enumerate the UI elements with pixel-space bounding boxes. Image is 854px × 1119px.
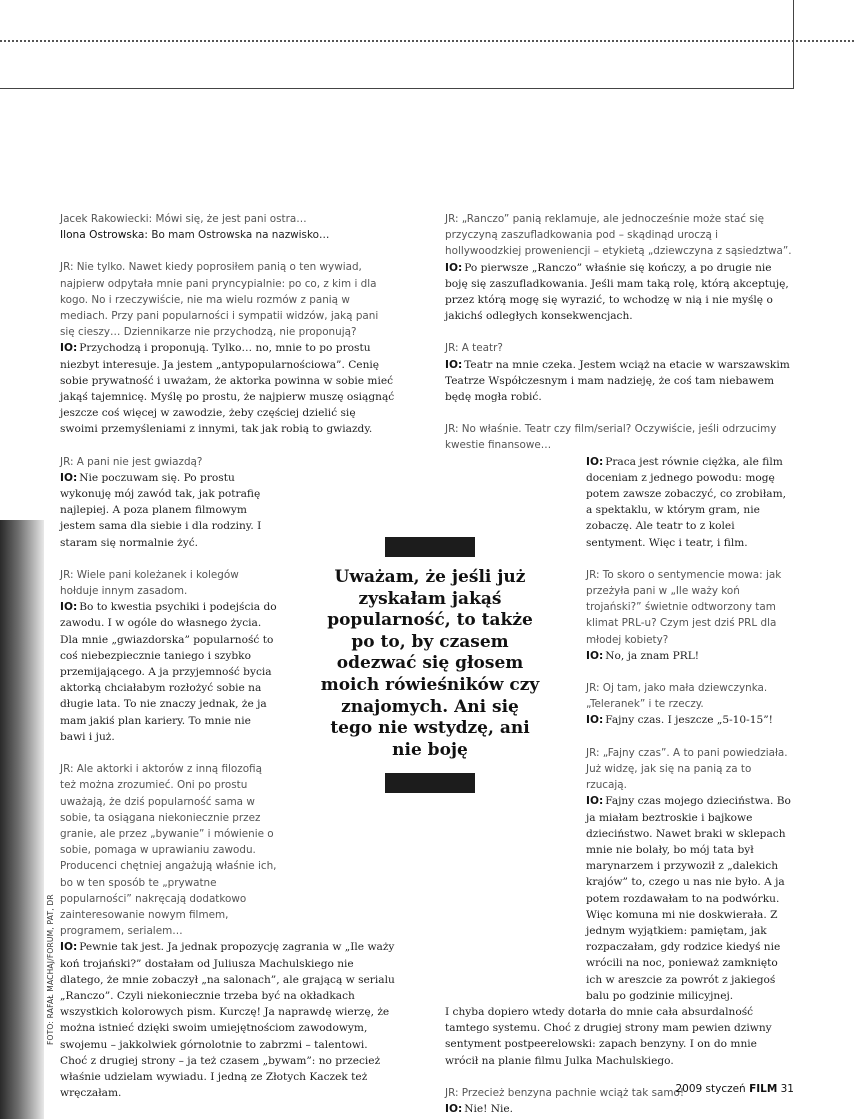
narrow-right-block xyxy=(586,454,793,1004)
answer-9-text: Fajny czas. I jeszcze „5-10-15”! xyxy=(605,714,773,727)
answer-6 xyxy=(445,357,793,406)
answer-5-text: Po pierwsze „Ranczo” właśnie się kończy, a po drugie nie boję się zaszufladkowania. Jeśli mam taką rolę, którą akceptuję, przez którą mogę się wyrazić, to wchodzę w nią i nie myślę o jakichś odległych konsekwencjach. xyxy=(445,261,789,323)
question-10: JR: „Fajny czas”. A to pani powiedziała. Już widzę, jak się na panią za to rzucają. xyxy=(586,746,788,792)
io-label: IO: xyxy=(60,471,78,484)
io-label: IO: xyxy=(586,455,604,468)
question-6: JR: A teatr? xyxy=(445,342,503,355)
header-horizontal-rule xyxy=(0,88,794,89)
intro-answer xyxy=(60,227,396,243)
top-dotted-rule xyxy=(0,40,854,42)
answer-5 xyxy=(445,260,793,325)
intro-answer-text: Bo mam Ostrowska na nazwisko… xyxy=(151,229,330,242)
answer-7 xyxy=(586,454,793,551)
intro-question-text: Mówi się, że jest pani ostra… xyxy=(155,213,307,225)
question-2: JR: A pani nie jest gwiazdą? xyxy=(60,455,203,468)
io-label: IO: xyxy=(445,358,463,371)
answer-11-text: Nie! Nie. xyxy=(464,1102,514,1115)
question-7: JR: No właśnie. Teatr czy film/serial? Oczywiście, jeśli odrzucimy kwestie finansowe… xyxy=(445,423,777,452)
answer-1 xyxy=(60,340,396,437)
answer-7-text: Praca jest równie ciężka, ale film doceniam z jednego powodu: mogę potem zawsze zobaczyć, co zrobiłam, a spektaklu, w którym gram, nie zobaczę. Ale teatr to z kolei sentyment. Więc i teatr, i film. xyxy=(586,455,786,549)
io-label: IO: xyxy=(60,342,78,355)
io-label: IO: xyxy=(60,601,78,614)
io-label: IO: xyxy=(586,714,604,727)
intro-question xyxy=(60,211,396,227)
io-label: IO: xyxy=(445,1102,463,1115)
folio-date: 2009 styczeń xyxy=(675,1083,746,1095)
folio-page-number: 31 xyxy=(780,1083,794,1095)
answer-6-text: Teatr na mnie czeka. Jestem wciąż na etacie w warszawskim Teatrze Współczesnym i mam nadzieję, że coś tam niebawem będę mogła robić. xyxy=(445,358,790,404)
question-3: JR: Wiele pani koleżanek i kolegów hołduje innym zasadom. xyxy=(60,568,239,598)
folio-magazine: FILM xyxy=(749,1083,778,1095)
answer-10 xyxy=(586,793,793,1004)
question-5: JR: „Ranczo” panią reklamuje, ale jednocześnie może stać się przyczyną zaszufladkowania pod – skądinąd uroczą i hollywoodzkiej proweniencji – etykietą „dziewczyna z sąsiedztwa”. xyxy=(445,213,792,258)
answer-11 xyxy=(445,1101,793,1117)
answer-10-continued: I chyba dopiero wtedy dotarła do mnie cała absurdalność tamtego systemu. Choć z drugiej strony mam pewien dziwny sentyment postpeerelowski: zapach benzyny. I on do mnie wrócił na planie filmu Julka Machulskiego. xyxy=(445,1005,772,1067)
question-4: JR: Ale aktorki i aktorów z inną filozofią też można zrozumieć. Oni po prostu uważają, że dziś popularność sama w sobie, ta osiągana niekoniecznie przez granie, ale przez „bywanie” i mówienie o sobie, pomaga w uprawianiu zawodu. Producenci chętniej angażują właśnie ich, bo w ten sposób te „prywatne popularności” nakręcają dodatkowo zainteresowanie nowym filmem, programem, serialem… xyxy=(60,763,277,938)
answer-4-text: Pewnie tak jest. Ja jednak propozycję zagrania w „Ile waży koń trojański?” dostałam od Juliusza Machulskiego nie dlatego, że mnie zobaczył „na salonach”, ale grającą w serialu „Ranczo”. Czyli niekoniecznie trzeba być na okładkach wszystkich kolorowych pism. Kurczę! Ja naprawdę wierzę, że można istnieć dzięki swoim umiejętnościom zawodowym, swojemu – jakkolwiek górnolotnie to zabrzmi – talentowi. Choć z drugiej strony – ja też czasem „bywam”: no przecież właśnie udzielam wywiadu. I jedną ze Złotych Kaczek też wręczałam. xyxy=(60,941,395,1100)
io-label: IO: xyxy=(445,261,463,274)
answer-1-text: Przychodzą i proponują. Tylko… no, mnie to po prostu niezbyt interesuje. Ja jestem „antypopularnościowa”. Cenię sobie prywatność i uważam, że aktorka powinna w sobie mieć jakąś tajemnicę. Myślę po prostu, że najpierw muszę osiągnąć jeszcze coś więcej w zawodzie, żeby częściej dzielić się swoimi przemyśleniami z innymi, tak jak robią to gwiazdy. xyxy=(60,342,395,436)
answer-3 xyxy=(60,599,278,745)
pull-quote-text: Uważam, że jeśli już zyskałam jakąś popularność, to także po to, by czasem odezwać się głosem moich rówieśników czy znajomych. Ani się tego nie wstydzę, ani nie boję xyxy=(320,567,540,760)
header-vertical-rule xyxy=(793,0,794,88)
question-8: JR: To skoro o sentymencie mowa: jak przeżyła pani w „Ile waży koń trojański?” świetnie odtworzony tam klimat PRL-u? Czym jest dziś PRL dla młodej kobiety? xyxy=(586,568,782,646)
photo-edge-image xyxy=(0,520,44,1119)
photo-credit: FOTO: RAFAŁ MACHAJ/FORUM, PAT, DR xyxy=(46,894,55,1045)
answer-2-text: Nie poczuwam się. Po prostu wykonuję mój zawód tak, jak potrafię najlepiej. A poza planem filmowym jestem sama dla siebie i dla rodziny. I staram się normalnie żyć. xyxy=(60,471,262,549)
answer-10-text: Fajny czas mojego dzieciństwa. Bo ja miałam beztroskie i bajkowe dzieciństwo. Nawet braki w sklepach mnie nie bolały, bo mój tata był marynarzem i przywoził z „dalekich krajów” to, czego u nas nie było. A ja potem rozdawałam to na podwórku. Więc komuna mi nie doskwierała. Z jednym wyjątkiem: pamiętam, jak rozpaczałam, gdy rodzice kiedyś nie wrócili na noc, ponieważ zamknięto ich w areszcie za powrót z jakiegoś balu po godzinie milicyjnej. xyxy=(586,795,791,1002)
question-9: JR: Oj tam, jako mała dziewczynka. „Teleranek” i te rzeczy. xyxy=(586,682,768,711)
answer-8-text: No, ja znam PRL! xyxy=(605,649,700,662)
question-1: JR: Nie tylko. Nawet kiedy poprosiłem panią o ten wywiad, najpierw odpytała mnie pani pryncypialnie: po co, z kim i dla kogo. No i rzeczywiście, nie ma wielu rozmów z panią w mediach. Przy pani popularności i sympatii widzów, jaką pani się cieszy… Dziennikarze nie przychodzą, nie proponują? xyxy=(60,261,379,339)
io-label: IO: xyxy=(60,941,78,954)
right-column xyxy=(445,211,793,1117)
answer-4 xyxy=(60,939,396,1101)
io-label: IO: xyxy=(586,795,604,808)
page-folio xyxy=(675,1083,794,1095)
answer-9 xyxy=(586,712,793,728)
interviewee-name: Ilona Ostrowska: xyxy=(60,229,148,242)
interviewer-name: Jacek Rakowiecki: xyxy=(60,213,153,225)
answer-2 xyxy=(60,470,278,551)
narrow-left-block xyxy=(60,454,278,940)
answer-3-text: Bo to kwestia psychiki i podejścia do zawodu. I w ogóle do własnego życia. Dla mnie „gwiazdorska” popularność to coś niebezpiecznie taniego i szybko przemijającego. A ja przyjemność bycia aktorką chciałabym rozłożyć sobie na długie lata. To nie znaczy jednak, że ja mam jakiś plan kariery. To mnie nie bawi i już. xyxy=(60,601,277,743)
question-11: JR: Przecież benzyna pachnie wciąż tak samo! xyxy=(445,1086,684,1099)
io-label: IO: xyxy=(586,649,604,662)
answer-8 xyxy=(586,648,793,664)
